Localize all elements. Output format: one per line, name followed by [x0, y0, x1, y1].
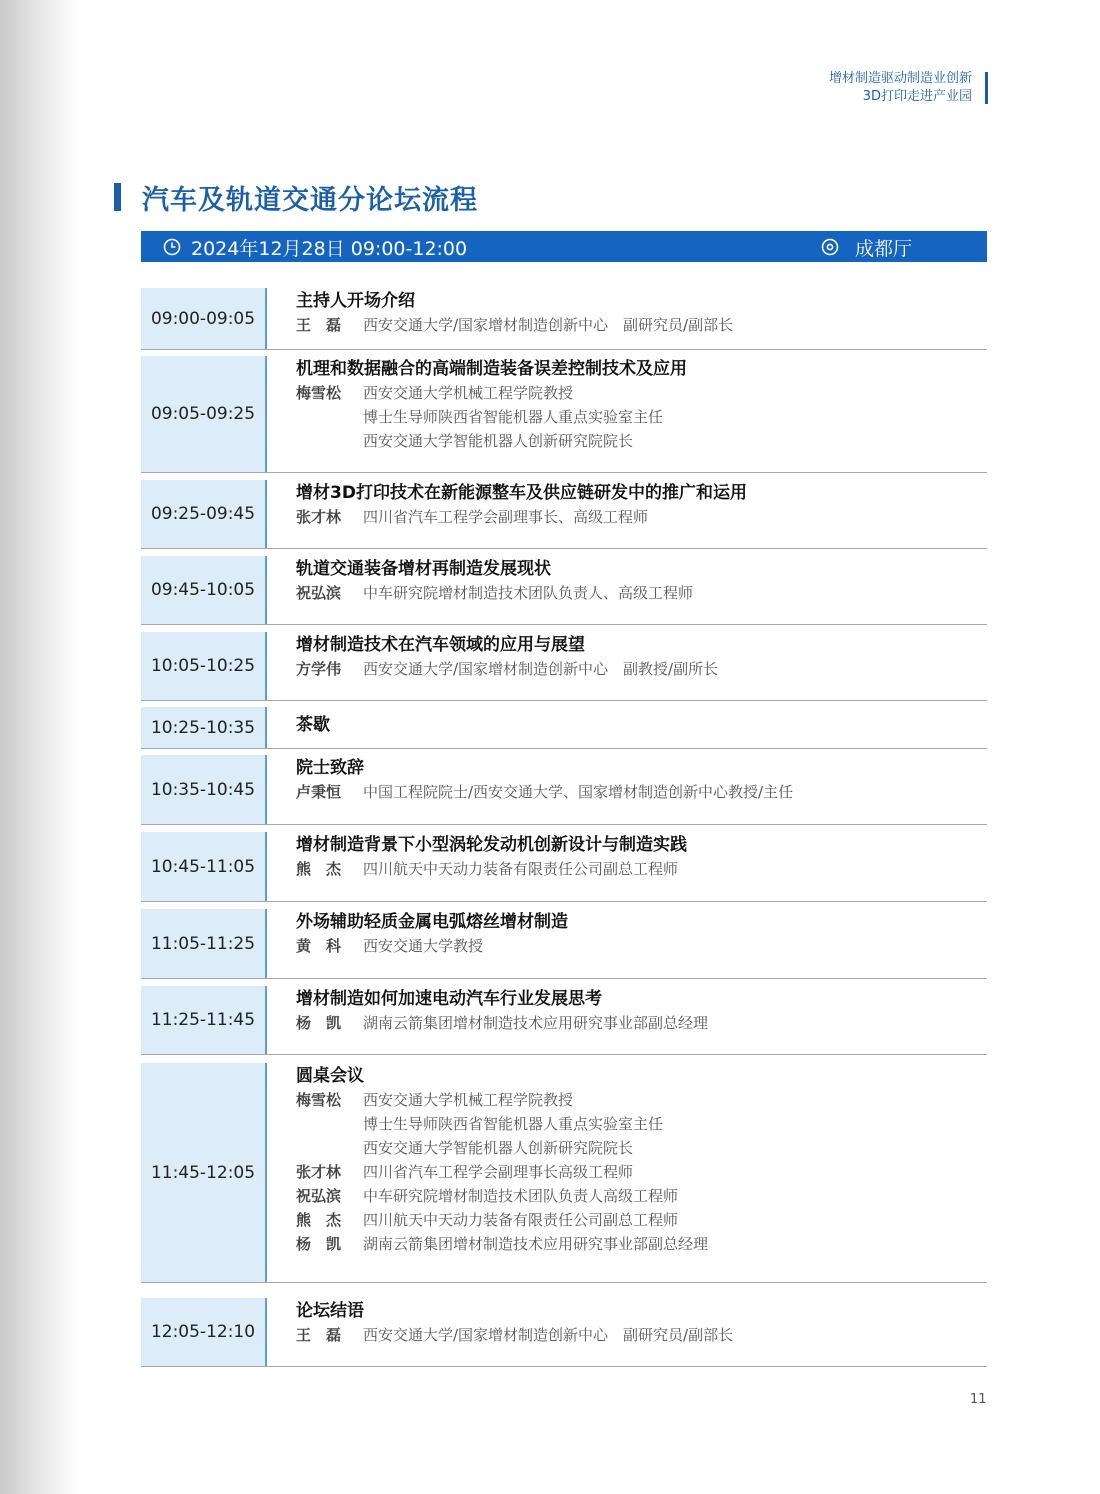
speaker-name: 张才林	[296, 508, 342, 526]
agenda-time: 10:25-10:35	[141, 707, 267, 748]
agenda-content	[296, 356, 986, 453]
speaker-name: 祝弘滨	[296, 1187, 342, 1205]
speaker-affiliation: 四川省汽车工程学会副理事长、高级工程师	[363, 508, 649, 526]
agenda-row	[141, 832, 987, 902]
speaker-line	[296, 429, 986, 453]
page-edge-shadow	[0, 0, 78, 1494]
session-venue: 成都厅	[855, 238, 913, 260]
speaker-name: 熊 杰	[296, 860, 342, 878]
agenda-topic: 增材制造如何加速电动汽车行业发展思考	[296, 989, 602, 1009]
speaker-line	[296, 1184, 986, 1208]
speaker-affiliation: 四川省汽车工程学会副理事长高级工程师	[363, 1163, 634, 1181]
speaker-affiliation: 西安交通大学/国家增材制造创新中心 副教授/副所长	[363, 660, 719, 678]
agenda-time: 11:05-11:25	[141, 909, 267, 978]
page-number: 11	[970, 1392, 987, 1407]
agenda-row	[141, 480, 987, 549]
speaker-line	[296, 313, 986, 337]
speaker-name	[296, 429, 363, 453]
agenda-row	[141, 556, 987, 625]
speaker-affiliation: 西安交通大学机械工程学院教授	[363, 384, 574, 402]
running-header-line-2: 3D打印走进产业园	[862, 89, 972, 104]
agenda-time: 10:45-11:05	[141, 832, 267, 901]
agenda-topic: 论坛结语	[296, 1301, 364, 1321]
agenda-content	[296, 480, 986, 529]
agenda-content	[296, 755, 986, 804]
speaker-line	[296, 857, 986, 881]
agenda-time: 09:45-10:05	[141, 556, 267, 624]
speaker-affiliation: 湖南云箭集团增材制造技术应用研究事业部副总经理	[363, 1014, 709, 1032]
agenda-topic: 增材3D打印技术在新能源整车及供应链研发中的推广和运用	[296, 483, 747, 503]
speaker-affiliation: 中车研究院增材制造技术团队负责人、高级工程师	[363, 584, 694, 602]
agenda-time: 09:25-09:45	[141, 480, 267, 548]
page-title: 汽车及轨道交通分论坛流程	[142, 185, 478, 216]
speaker-line	[296, 1323, 986, 1347]
speaker-line	[296, 405, 986, 429]
agenda-row	[141, 1298, 987, 1367]
session-date-time: 2024年12月28日 09:00-12:00	[191, 238, 468, 260]
speaker-name: 梅雪松	[296, 1091, 342, 1109]
running-header-line-1: 增材制造驱动制造业创新	[828, 71, 972, 86]
speaker-name: 祝弘滨	[296, 584, 342, 602]
agenda-topic: 机理和数据融合的高端制造装备误差控制技术及应用	[296, 359, 687, 379]
agenda-topic: 增材制造背景下小型涡轮发动机创新设计与制造实践	[296, 835, 687, 855]
speaker-line	[296, 934, 986, 958]
agenda-time: 09:05-09:25	[141, 356, 267, 472]
agenda-topic: 院士致辞	[296, 758, 364, 778]
speaker-name: 王 磊	[296, 1326, 342, 1344]
speaker-name: 王 磊	[296, 316, 342, 334]
agenda-content	[296, 632, 986, 681]
speaker-name: 梅雪松	[296, 384, 342, 402]
speaker-line	[296, 381, 986, 405]
speaker-affiliation: 西安交通大学教授	[363, 937, 484, 955]
agenda-time: 12:05-12:10	[141, 1298, 267, 1366]
speaker-name	[296, 1136, 363, 1160]
speaker-affiliation: 四川航天中天动力装备有限责任公司副总工程师	[363, 860, 679, 878]
agenda-time: 10:05-10:25	[141, 632, 267, 700]
agenda-row	[141, 1063, 987, 1283]
agenda-row	[141, 356, 987, 473]
agenda-row	[141, 632, 987, 701]
agenda-topic: 茶歇	[296, 715, 330, 735]
session-bar	[141, 231, 987, 262]
speaker-affiliation: 中车研究院增材制造技术团队负责人高级工程师	[363, 1187, 679, 1205]
agenda-content	[296, 909, 986, 958]
clock-icon	[163, 238, 181, 260]
location-pin-icon	[821, 238, 839, 260]
agenda-row	[141, 986, 987, 1055]
agenda-time: 11:45-12:05	[141, 1063, 267, 1282]
agenda-content	[296, 556, 986, 605]
speaker-line	[296, 505, 986, 529]
speaker-name: 熊 杰	[296, 1211, 342, 1229]
speaker-line	[296, 657, 986, 681]
speaker-name: 杨 凯	[296, 1014, 342, 1032]
speaker-affiliation: 西安交通大学智能机器人创新研究院院长	[363, 1139, 634, 1157]
speaker-affiliation: 西安交通大学/国家增材制造创新中心 副研究员/副部长	[363, 316, 734, 334]
speaker-name	[296, 405, 363, 429]
speaker-line	[296, 1136, 986, 1160]
agenda-time: 11:25-11:45	[141, 986, 267, 1054]
running-header-bar	[985, 72, 988, 104]
agenda-topic: 主持人开场介绍	[296, 291, 415, 311]
speaker-affiliation: 西安交通大学/国家增材制造创新中心 副研究员/副部长	[363, 1326, 734, 1344]
agenda-row	[141, 288, 987, 350]
speaker-line	[296, 1232, 986, 1256]
speaker-affiliation: 博士生导师陕西省智能机器人重点实验室主任	[363, 408, 664, 426]
agenda-topic: 外场辅助轻质金属电弧熔丝增材制造	[296, 912, 568, 932]
speaker-affiliation: 四川航天中天动力装备有限责任公司副总工程师	[363, 1211, 679, 1229]
speaker-name: 卢秉恒	[296, 783, 342, 801]
speaker-line	[296, 1011, 986, 1035]
speaker-line	[296, 1112, 986, 1136]
speaker-name: 方学伟	[296, 660, 342, 678]
speaker-affiliation: 博士生导师陕西省智能机器人重点实验室主任	[363, 1115, 664, 1133]
agenda-content	[296, 1298, 986, 1347]
speaker-line	[296, 780, 986, 804]
speaker-affiliation: 西安交通大学机械工程学院教授	[363, 1091, 574, 1109]
speaker-affiliation: 湖南云箭集团增材制造技术应用研究事业部副总经理	[363, 1235, 709, 1253]
agenda-content	[296, 707, 986, 737]
agenda-row	[141, 909, 987, 979]
agenda-topic: 增材制造技术在汽车领域的应用与展望	[296, 635, 585, 655]
agenda-content	[296, 1063, 986, 1256]
speaker-name: 杨 凯	[296, 1235, 342, 1253]
agenda-content	[296, 986, 986, 1035]
speaker-name: 黄 科	[296, 937, 342, 955]
speaker-affiliation: 中国工程院院士/西安交通大学、国家增材制造创新中心教授/主任	[363, 783, 794, 801]
speaker-line	[296, 1088, 986, 1112]
agenda-time: 09:00-09:05	[141, 288, 267, 349]
agenda-time: 10:35-10:45	[141, 755, 267, 824]
speaker-name: 张才林	[296, 1163, 342, 1181]
speaker-line	[296, 1208, 986, 1232]
agenda-topic: 圆桌会议	[296, 1066, 364, 1086]
agenda-row	[141, 707, 987, 749]
agenda-topic: 轨道交通装备增材再制造发展现状	[296, 559, 551, 579]
speaker-line	[296, 1160, 986, 1184]
running-header	[829, 70, 972, 106]
agenda-row	[141, 755, 987, 825]
speaker-line	[296, 581, 986, 605]
speaker-affiliation: 西安交通大学智能机器人创新研究院院长	[363, 432, 634, 450]
speaker-name	[296, 1112, 363, 1136]
agenda-content	[296, 288, 986, 337]
title-accent-bar	[114, 183, 121, 211]
agenda-content	[296, 832, 986, 881]
